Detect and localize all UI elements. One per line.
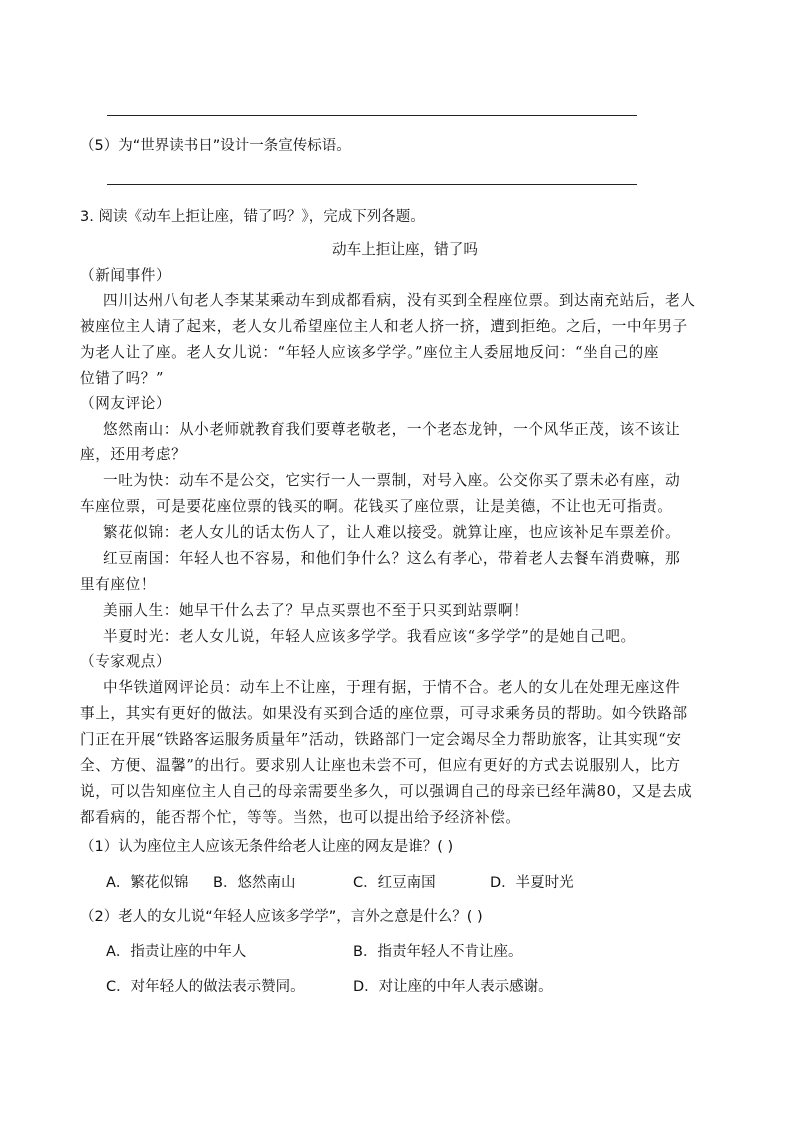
text-line: 一吐为快：动车不是公交，它实行一人一票制，对号入座。公交你买了票未必有座，动	[103, 472, 681, 489]
text-line: 说，可以告知座位主人自己的母亲需要坐多久，可以强调自己的母亲已经年满80，又是去成	[80, 783, 693, 800]
answer-line-1	[107, 115, 637, 116]
question-3-intro: 3. 阅读《动车上拒让座，错了吗？》，完成下列各题。	[80, 209, 425, 225]
text-line: 繁花似锦：老人女儿的话太伤人了，让人难以接受。就算让座，也应该补足车票差价。	[103, 524, 681, 541]
text-line: 座，还用考虑？	[80, 446, 187, 463]
section-comments: （网友评论）	[80, 395, 172, 412]
text-line: 事上，其实有更好的做法。如果没有买到合适的座位票，可寻求乘务员的帮助。如今铁路部	[80, 705, 688, 722]
text-line: 悠然南山：从小老师就教育我们要尊老敬老，一个老态龙钟，一个风华正茂，该不该让	[103, 421, 681, 438]
q2-option-d[interactable]: D．对让座的中年人表示感谢。	[353, 979, 553, 995]
text-line: 美丽人生：她早干什么去了？早点买票也不至于只买到站票啊！	[103, 602, 529, 619]
article-title: 动车上拒让座，错了吗	[332, 241, 478, 258]
question-1-stem: （1）认为座位主人应该无条件给老人让座的网友是谁？( )	[80, 839, 454, 855]
question-2-stem: （2）老人的女儿说“年轻人应该多学学”，言外之意是什么？( )	[80, 909, 483, 925]
answer-line-2	[107, 184, 637, 185]
text-line: 位错了吗？”	[80, 370, 165, 387]
text-line: 门正在开展“铁路客运服务质量年”活动，铁路部门一定会竭尽全力帮助旅客，让其实现“安	[80, 731, 682, 748]
q2-option-c[interactable]: C．对年轻人的做法表示赞同。	[106, 979, 305, 995]
text-line: 里有座位！	[80, 576, 156, 593]
q1-option-d[interactable]: D．半夏时光	[490, 875, 574, 891]
question-5: （5）为“世界读书日”设计一条宣传标语。	[80, 138, 351, 154]
q1-option-c[interactable]: C．红豆南国	[353, 875, 436, 891]
q2-option-b[interactable]: B．指责年轻人不肯让座。	[353, 944, 523, 960]
section-expert: （专家观点）	[80, 653, 172, 670]
q2-option-a[interactable]: A．指责让座的中年人	[106, 944, 247, 960]
text-line: 车座位票，可是要花座位票的钱买的啊。花钱买了座位票，让是美德，不让也无可指责。	[80, 498, 673, 515]
text-line: 被座位主人请了起来，老人女儿希望座位主人和老人挤一挤，遭到拒绝。之后，一中年男子	[80, 318, 688, 335]
text-line: 半夏时光：老人女儿说，年轻人应该多学学。我看应该“多学学”的是她自己吧。	[103, 628, 636, 645]
text-line: 中华铁道网评论员：动车上不让座，于理有据，于情不合。老人的女儿在处理无座这件	[103, 679, 681, 696]
text-line: 四川达州八旬老人李某某乘动车到成都看病，没有买到全程座位票。到达南充站后，老人	[103, 292, 696, 309]
q1-option-a[interactable]: A．繁花似锦	[106, 875, 189, 891]
q1-option-b[interactable]: B．悠然南山	[213, 875, 296, 891]
text-line: 都看病的，能否帮个忙，等等。当然，也可以提出给予经济补偿。	[80, 809, 521, 826]
text-line: 全、方便、温馨”的出行。要求别人让座也未尝不可，但应有更好的方式去说服别人，比方	[80, 757, 681, 774]
text-line: 为老人让了座。老人女儿说：“年轻人应该多学学。”座位主人委屈地反问：“坐自己的座	[80, 344, 660, 361]
text-line: 红豆南国：年轻人也不容易，和他们争什么？这么有孝心，带着老人去餐车消费嘛，那	[103, 550, 681, 567]
section-news: （新闻事件）	[80, 267, 172, 284]
